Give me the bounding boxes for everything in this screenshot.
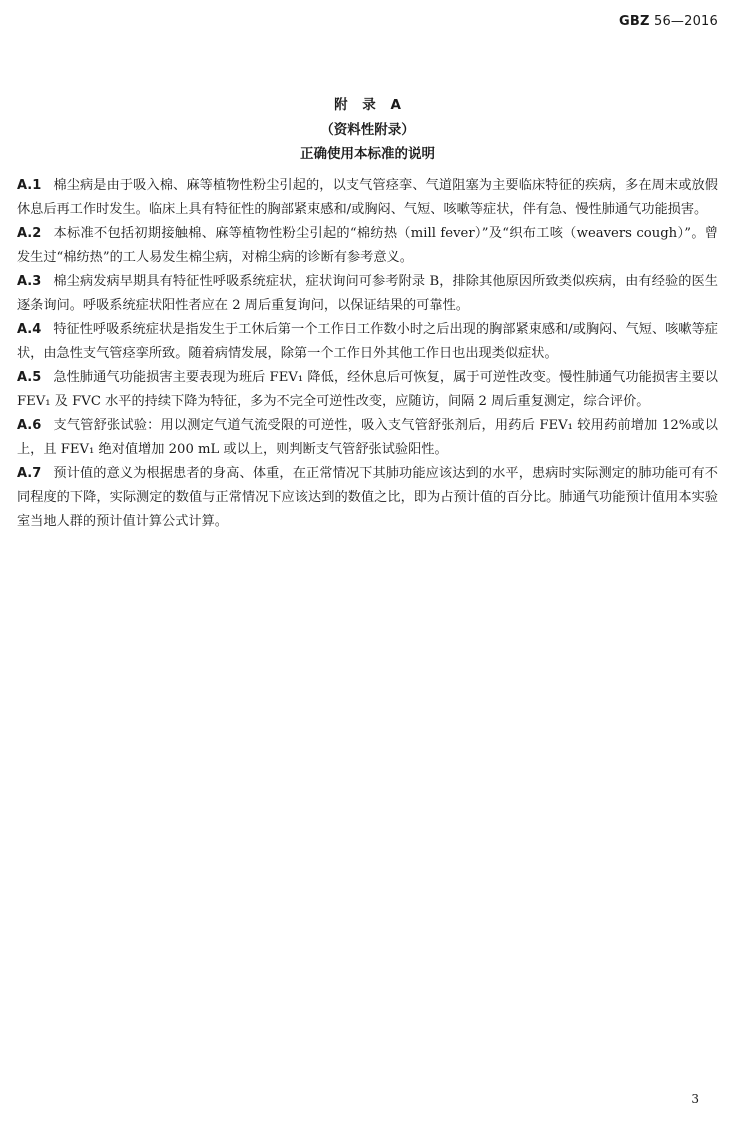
clause-a3 bbox=[17, 270, 718, 318]
clause-a5 bbox=[17, 366, 718, 414]
annex-type: （资料性附录） bbox=[320, 122, 415, 138]
clause-text: 本标准不包括初期接触棉、麻等植物性粉尘引起的“棉纺热（mill fever）”及“织布工咳（weavers cough）”。曾发生过“棉纺热”的工人易发生棉尘病，对棉尘病的诊断有参考意义。 bbox=[17, 226, 718, 265]
annex-title: 附 录 A bbox=[334, 97, 401, 113]
clause-text: 棉尘病是由于吸入棉、麻等植物性粉尘引起的，以支气管痉挛、气道阻塞为主要临床特征的疾病，多在周末或放假休息后再工作时发生。临床上具有特征性的胸部紧束感和/或胸闷、气短、咳嗽等症状，伴有急、慢性肺通气功能损害。 bbox=[17, 178, 718, 217]
clause-a4 bbox=[17, 318, 718, 366]
clause-text: 预计值的意义为根据患者的身高、体重，在正常情况下其肺功能应该达到的水平，患病时实际测定的肺功能可有不同程度的下降，实际测定的数值与正常情况下应该达到的数值之比，即为占预计值的百分比。肺通气功能预计值用本实验室当地人群的预计值计算公式计算。 bbox=[17, 466, 718, 529]
clause-text: 急性肺通气功能损害主要表现为班后 FEV₁ 降低，经休息后可恢复，属于可逆性改变。慢性肺通气功能损害主要以 FEV₁ 及 FVC 水平的持续下降为特征，多为不完全可逆性改变，应随访，间隔 2 周后重复测定，综合评价。 bbox=[17, 370, 718, 409]
standard-number: 56—2016 bbox=[653, 14, 718, 29]
clause-number: A.7 bbox=[17, 466, 42, 481]
clause-number: A.6 bbox=[17, 418, 42, 433]
clause-number: A.3 bbox=[17, 274, 42, 289]
clause-number: A.4 bbox=[17, 322, 42, 337]
clause-list bbox=[17, 174, 718, 534]
clause-text: 特征性呼吸系统症状是指发生于工休后第一个工作日工作数小时之后出现的胸部紧束感和/或胸闷、气短、咳嗽等症状，由急性支气管痉挛所致。随着病情发展，除第一个工作日外其他工作日也出现类似症状。 bbox=[17, 322, 718, 361]
clause-a7 bbox=[17, 462, 718, 534]
page-number: 3 bbox=[691, 1092, 699, 1106]
clause-a1 bbox=[17, 174, 718, 222]
clause-number: A.1 bbox=[17, 178, 42, 193]
annex-subject: 正确使用本标准的说明 bbox=[300, 146, 435, 162]
standard-code bbox=[619, 14, 718, 29]
clause-text: 支气管舒张试验：用以测定气道气流受限的可逆性，吸入支气管舒张剂后，用药后 FEV₁ 较用药前增加 12%或以上，且 FEV₁ 绝对值增加 200 mL 或以上，则判断支气管舒张试验阳性。 bbox=[17, 418, 718, 457]
clause-number: A.2 bbox=[17, 226, 42, 241]
standard-prefix: GBZ bbox=[619, 14, 650, 29]
clause-number: A.5 bbox=[17, 370, 42, 385]
clause-a2 bbox=[17, 222, 718, 270]
clause-text: 棉尘病发病早期具有特征性呼吸系统症状，症状询问可参考附录 B，排除其他原因所致类似疾病，由有经验的医生逐条询问。呼吸系统症状阳性者应在 2 周后重复询问，以保证结果的可靠性。 bbox=[17, 274, 718, 313]
clause-a6 bbox=[17, 414, 718, 462]
